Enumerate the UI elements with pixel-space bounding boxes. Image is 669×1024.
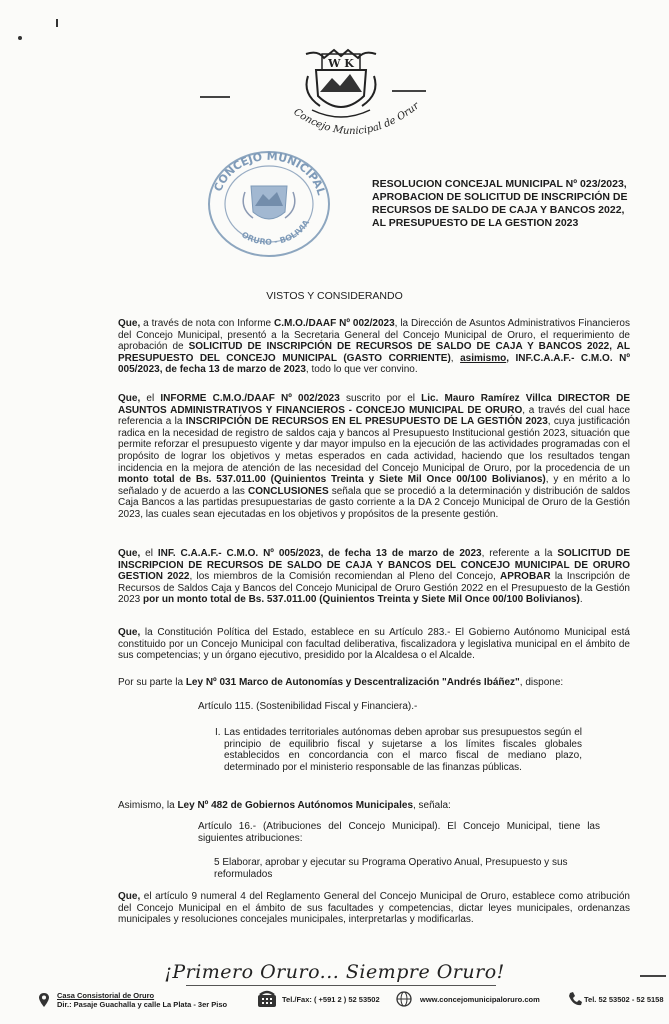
corner-mark	[18, 36, 22, 40]
location-pin-icon	[38, 992, 50, 1010]
address-line: Dir.: Pasaje Guachalla y calle La Plata - 3er Piso	[57, 1000, 228, 1009]
corner-mark	[56, 19, 58, 27]
article-115-text: Las entidades territoriales autónomas deben aprobar sus presupuestos según el principio de equilibrio fiscal y sujetarse a los límites fiscales globales establecidos en concordancia con el marco fiscal de mediano plazo, determinado por el ministerio responsable de las finanzas públicas.	[224, 727, 582, 773]
svg-text:W K: W K	[328, 57, 354, 70]
svg-text:Concejo Municipal de Oruro: Concejo Municipal de Orur	[291, 100, 422, 138]
address-title: Casa Consistorial de Oruro	[57, 991, 155, 1000]
paragraph-6: Asimismo, la Ley Nº 482 de Gobiernos Autónomos Municipales, señala:	[118, 800, 451, 811]
article-16-item: 5 Elaborar, aprobar y ejecutar su Programa Operativo Anual, Presupuesto y sus reformulados	[214, 857, 568, 880]
paragraph-5: Por su parte la Ley Nº 031 Marco de Autonomías y Descentralización "Andrés Ibáñez", dispone:	[118, 677, 564, 688]
motto-rule-right	[640, 975, 666, 977]
svg-text:CONCEJO MUNICIPAL: CONCEJO MUNICIPAL	[211, 149, 328, 197]
telephone-icon	[257, 990, 277, 1010]
section-heading: VISTOS Y CONSIDERANDO	[266, 290, 403, 302]
title-line: RESOLUCION CONCEJAL MUNICIPAL Nº 023/2023,	[372, 178, 627, 190]
title-line: RECURSOS DE SALDO DE CAJA Y BANCOS 2022,	[372, 204, 625, 216]
header-rule-right	[392, 90, 426, 92]
website-link[interactable]: www.concejomunicipaloruro.com	[420, 995, 540, 1004]
concejo-municipal-seal-icon	[205, 148, 333, 260]
paragraph-2: Que, el INFORME C.M.O./DAAF Nº 002/2023 suscrito por el Lic. Mauro Ramírez Villca DIRECTOR DE ASUNTOS ADMINISTRATIVOS Y FINANCIEROS - CONCEJO MUNICIPAL DE ORURO, a través del cual hace referencia a la INSCRIPCIÓN DE RECURSOS EN EL PRESUPUESTO DE LA GESTIÓN 2023, cuya justificación radica en la necesidad de registro de saldos caja y bancos al Presupuesto Institucional gestión 2023, situación que permite reforzar el presupuesto vigente y dar mayor impulso en la ejecución de las actividades programadas con el propósito de lograr los objetivos y metas esperados en cada actividad, haciendo que los resultados tengan incidencia en la mejora de atención de las necesidad del Concejo Municipal de Oruro, por la procedencia de un monto total de Bs. 537.011.00 (Quinientos Treinta y Siete Mil Once 00/100 Bolivianos), y en mérito a lo señalado y de acuerdo a las CONCLUSIONES señala que se procedió a la determinación y distribución de saldos Caja Bancos a las partidas presupuestarias de gasto corriente a la DA 2 Concejo Municipal de Oruro de la Gestión 2023, las cuales sean ejecutadas en los objetivos y propósitos de la presente gestión.	[118, 393, 631, 520]
paragraph-1: Que, a través de nota con Informe C.M.O./DAAF Nº 002/2023, la Dirección de Asuntos Administrativos Financieros del Concejo Municipal, presentó a la Secretaria General del Concejo Municipal de Oruro, el requerimiento de aprobación de SOLICITUD DE INSCRIPCIÓN DE RECURSOS DE SALDO DE CAJA Y BANCOS 2022, AL PRESUPUESTO DEL CONCEJO MUNICIPAL (GASTO CORRIENTE), asimismo, INF.C.A.A.F.- C.M.O. Nº 005/2023, de fecha 13 de marzo de 2023, todo lo que ver convino.	[118, 318, 630, 376]
title-line: AL PRESUPUESTO DE LA GESTION 2023	[372, 217, 579, 229]
title-line: APROBACION DE SOLICITUD DE INSCRIPCIÓN DE	[372, 191, 628, 203]
header-rule-left	[200, 96, 230, 98]
article-115-heading: Artículo 115. (Sostenibilidad Fiscal y Financiera).-	[198, 701, 418, 712]
paragraph-7: Que, el artículo 9 numeral 4 del Reglamento General del Concejo Municipal de Oruro, establece como atribución del Concejo Municipal en el ámbito de sus facultades y competencias, dictar leyes municipales, ordenanzas municipales y resoluciones concejales municipales, interpretarlas y modificarlas.	[118, 891, 630, 926]
footer	[0, 990, 669, 1024]
logo-text	[282, 100, 422, 150]
mobile-phone-icon	[568, 991, 582, 1009]
svg-text:ORURO - BOLIVIA: ORURO - BOLIVIA	[240, 218, 312, 247]
motto-underline	[186, 985, 496, 986]
phone-fax: Tel./Fax: ( +591 2 ) 52 53502	[282, 995, 380, 1004]
paragraph-3: Que, el INF. C.A.A.F.- C.M.O. Nº 005/2023, de fecha 13 de marzo de 2023, referente a la SOLICITUD DE INSCRIPCION DE RECURSOS DE SALDO DE CAJA Y BANCOS DEL CONCEJO MUNICIPAL DE ORURO GESTION 2022, los miembros de la Comisión recomiendan al Pleno del Concejo, APROBAR la Inscripción de Recursos de Saldos Caja y Bancos del Concejo Municipal de Oruro Gestión 2022 en el Presupuesto de la Gestión 2023 por un monto total de Bs. 537.011.00 (Quinientos Treinta y Siete Mil Once 00/100 Bolivianos).	[118, 548, 631, 606]
resolution-title	[372, 178, 632, 230]
article-115-item-number: I.	[215, 727, 221, 738]
mobile-phone: Tel. 52 53502 - 52 5158	[584, 995, 664, 1004]
globe-icon	[396, 991, 412, 1009]
motto: ¡Primero Oruro... Siempre Oruro!	[164, 961, 505, 983]
paragraph-4: Que, la Constitución Política del Estado, establece en su Artículo 283.- El Gobierno Autónomo Municipal está constituido por un Concejo Municipal con facultad deliberativa, fiscalizadora y legislativa municipal en el ámbito de sus competencias; y un órgano ejecutivo, presidido por la Alcaldesa o el Alcalde.	[118, 627, 630, 662]
article-16-text: Artículo 16.- (Atribuciones del Concejo Municipal). El Concejo Municipal, tiene las siguientes atribuciones:	[198, 821, 600, 844]
